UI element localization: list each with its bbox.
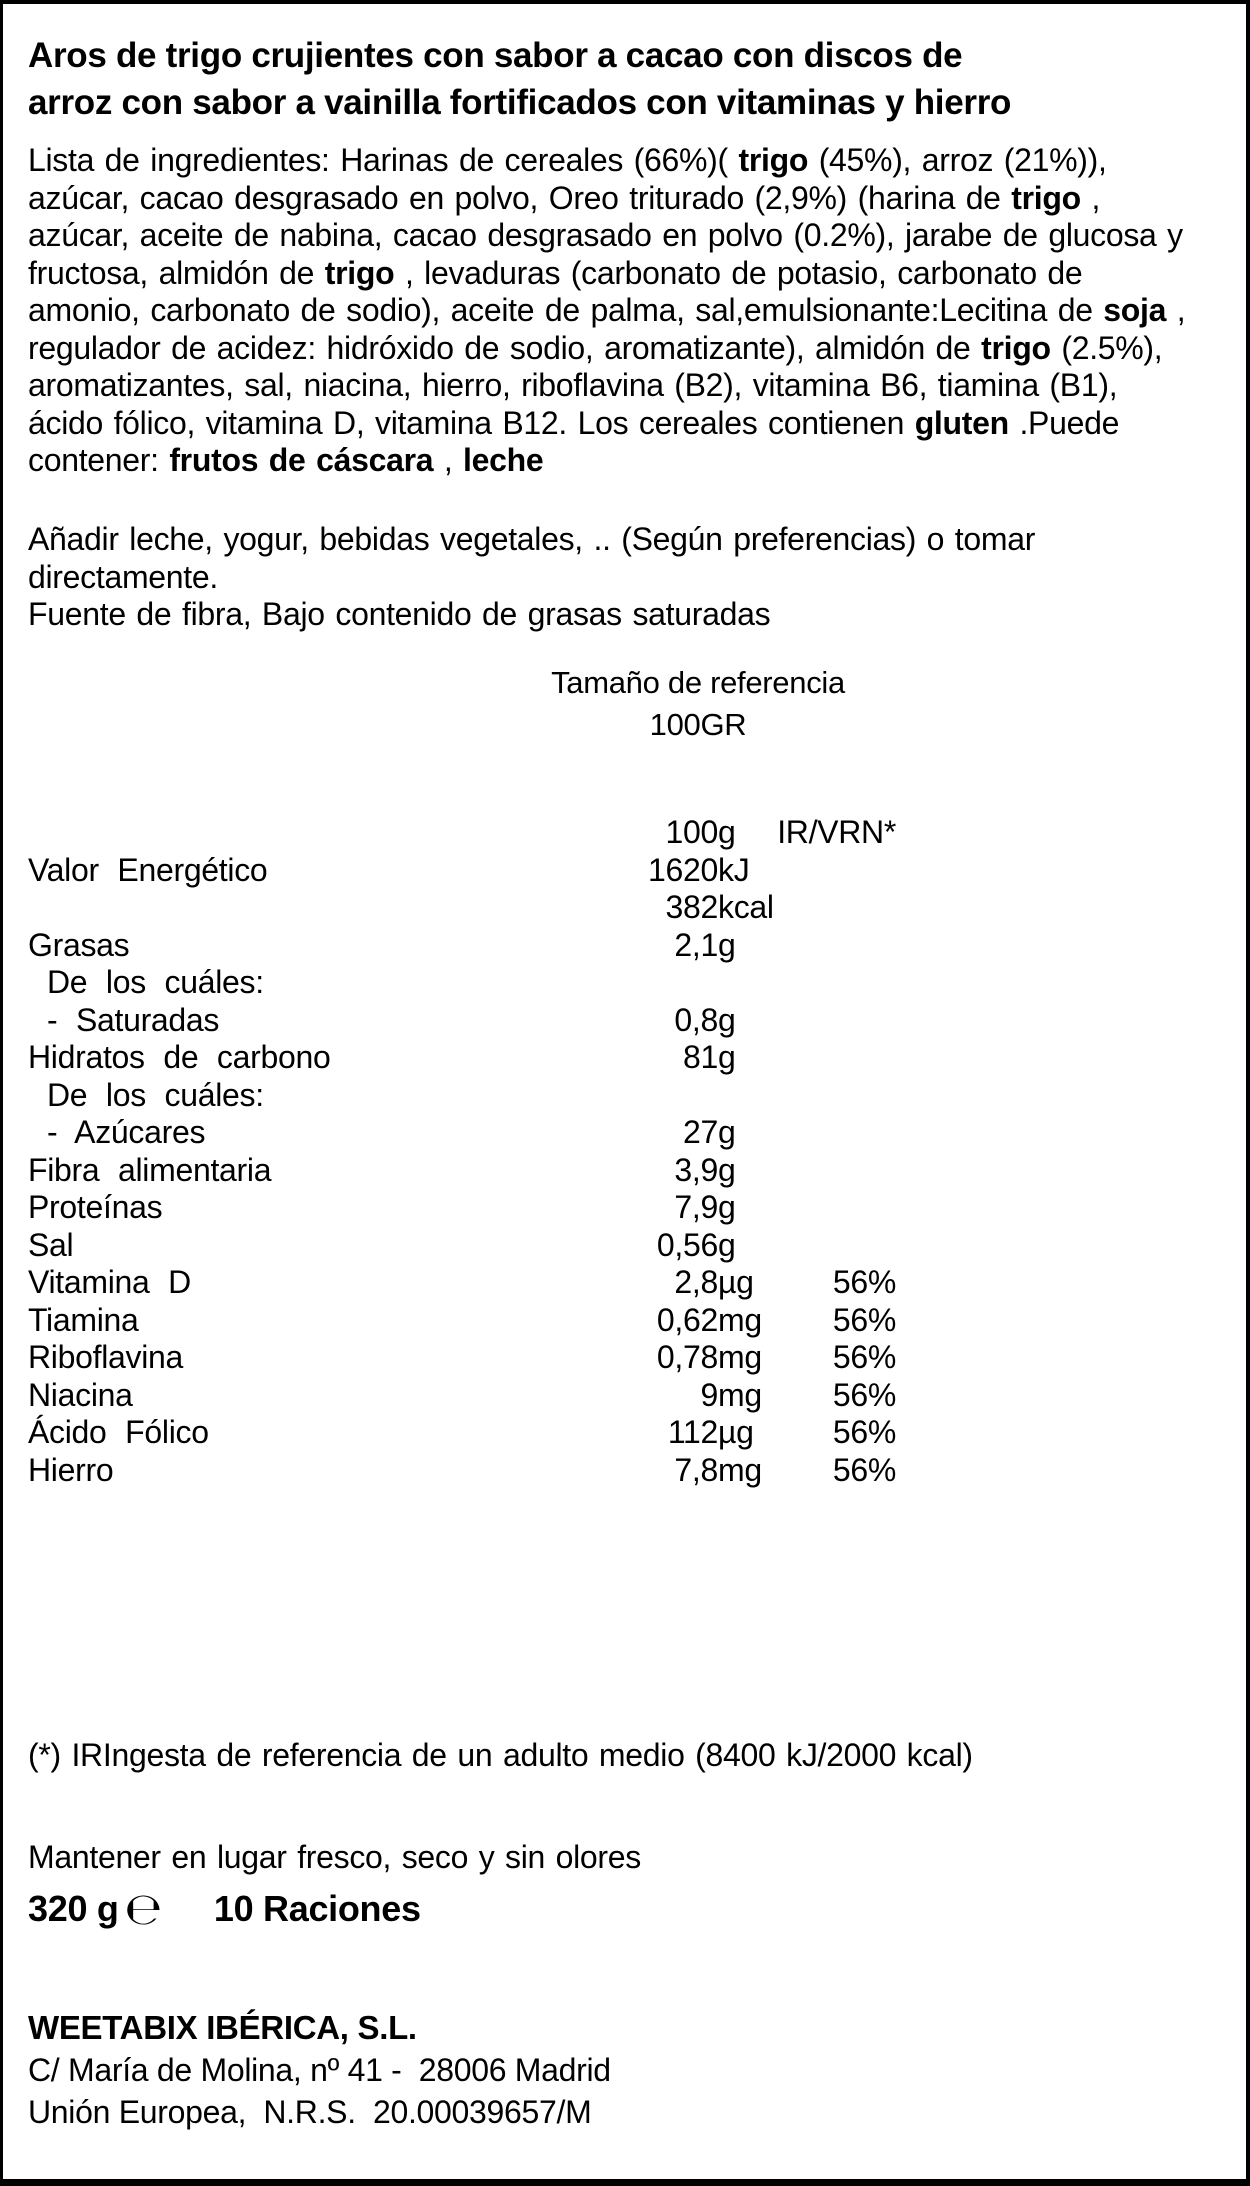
nutrient-label: Niacina [28, 1376, 133, 1413]
nutrient-rda [763, 852, 896, 890]
nutrition-row [28, 1339, 896, 1377]
pack-size-line [28, 1884, 1233, 1935]
manufacturer-name: WEETABIX IBÉRICA, S.L. [28, 2009, 417, 2046]
nutrient-value [628, 1077, 718, 1115]
nutrient-value: 112 [667, 1414, 718, 1450]
nutrition-row [28, 1264, 896, 1302]
nutrition-row [28, 1377, 896, 1415]
nutrient-label: De los cuáles: [47, 1076, 264, 1113]
nutrient-label: Hidratos de carbono [28, 1039, 331, 1075]
nutrient-rda: 56% [832, 1264, 896, 1300]
nutrition-row [28, 1152, 896, 1190]
nutrition-row [28, 1414, 896, 1452]
nutrition-header-spacer [28, 814, 628, 852]
nutrient-unit: g [718, 1039, 736, 1075]
nutrient-rda: 56% [832, 1414, 896, 1450]
reference-size-value: 100GR [649, 707, 747, 742]
nutrient-rda [763, 964, 896, 1002]
nutrient-label: - Azúcares [47, 1114, 206, 1150]
nutrient-value: 1620 [648, 851, 718, 888]
nutrient-value: 0,8 [674, 1001, 718, 1038]
nutrient-value: 27 [683, 1114, 718, 1150]
nutrient-unit: g [718, 1151, 736, 1188]
net-weight: 320 g [28, 1888, 119, 1929]
nutrient-value: 81 [683, 1039, 718, 1075]
rda-footnote: (*) IRIngesta de referencia de un adulto medio (8400 kJ/2000 kcal) [28, 1737, 973, 1773]
nutrition-row [28, 1039, 896, 1077]
nutrient-label: Grasas [28, 926, 130, 963]
nutrition-row [28, 1002, 896, 1040]
nutrient-rda: 56% [832, 1376, 896, 1413]
nutrition-row [28, 1077, 896, 1115]
nutrient-unit: mg [718, 1339, 762, 1375]
nutrient-label: De los cuáles: [47, 964, 264, 1000]
nutrient-rda [763, 1152, 896, 1190]
nutrition-table [28, 814, 896, 1489]
nutrient-unit: g [718, 926, 736, 963]
nutrient-value: 2,1 [674, 926, 718, 963]
nutrient-rda [763, 1227, 896, 1265]
nutrition-table-body [28, 814, 896, 1489]
manufacturer-block [28, 2007, 1233, 2133]
nutrient-rda [763, 1039, 896, 1077]
nutrient-rda: 56% [832, 1339, 896, 1375]
ingredients-paragraph: Lista de ingredientes: Harinas de cereales (66%)( trigo (45%), arroz (21%)), azúcar, cacao desgrasado en polvo, Oreo triturado (2,9%) (harina de trigo , azúcar, aceite de nabina, cacao desgrasado en polvo (0.2%), jarabe de glucosa y fructosa, almidón de trigo , levaduras (carbonato de potasio, carbonato de amonio, carbonato de sodio), aceite de palma, sal,emulsionante:Lecitina de soja , regulador de acidez: hidróxido de sodio, aromatizante), almidón de trigo (2.5%), aromatizantes, sal, niacina, hierro, riboflavina (B2), vitamina B6, tiamina (B1), ácido fólico, vitamina D, vitamina B12. Los cereales contienen gluten .Puede contener: frutos de cáscara , leche [28, 142, 1186, 478]
nutrient-rda [763, 1114, 896, 1152]
nutrient-unit: g [718, 1001, 736, 1038]
nutrition-row [28, 889, 896, 927]
nutrient-label: Riboflavina [28, 1339, 184, 1375]
nutrient-unit: kcal [718, 889, 774, 925]
nutrient-value: 0,62 [656, 1301, 718, 1338]
nutrient-unit [718, 1077, 763, 1115]
product-title: Aros de trigo crujientes con sabor a cacao con discos de arroz con sabor a vainilla fortificados con vitaminas y hierro [28, 36, 1012, 123]
usage-instructions: Añadir leche, yogur, bebidas vegetales, .. (Según preferencias) o tomar directamente. [28, 521, 1036, 595]
nutrient-value: 0,78 [656, 1339, 718, 1375]
nutrient-label: Proteínas [28, 1189, 163, 1225]
nutrient-unit: µg [718, 1264, 754, 1300]
nutrient-value: 9 [700, 1376, 718, 1413]
nutrition-header-row [28, 814, 896, 852]
nutrient-unit: kJ [718, 851, 750, 888]
nutrition-row [28, 927, 896, 965]
nutrient-label: Fibra alimentaria [28, 1151, 272, 1188]
nutrition-row [28, 1227, 896, 1265]
nutrient-label: Hierro [28, 1451, 114, 1488]
nutrition-row [28, 1114, 896, 1152]
nutrient-label: - Saturadas [47, 1001, 220, 1038]
nutrient-label: Ácido Fólico [28, 1414, 209, 1450]
nutrient-label: Sal [28, 1226, 74, 1263]
nutrient-value: 382 [665, 889, 718, 925]
nutrient-label: Tiamina [28, 1301, 139, 1338]
nutrient-label [28, 889, 628, 927]
reference-size-block [298, 662, 1098, 746]
nutrient-rda [763, 1077, 896, 1115]
nutrient-unit: mg [718, 1451, 762, 1488]
nutrient-rda: 56% [832, 1301, 896, 1338]
nutrient-unit: g [718, 1114, 736, 1150]
nutrient-unit [718, 964, 763, 1002]
nutrient-value: 2,8 [674, 1264, 718, 1300]
nutrient-value: 3,9 [674, 1151, 718, 1188]
reference-size-label: Tamaño de referencia [551, 665, 845, 700]
nutrient-value: 7,9 [674, 1189, 718, 1225]
nutrient-unit: g [718, 1226, 736, 1263]
nutrient-label: Valor Energético [28, 851, 268, 888]
estimated-sign-icon: ℮ [124, 1884, 162, 1935]
rda-header: IR/VRN* [777, 814, 896, 850]
nutrient-value: 0,56 [656, 1226, 718, 1263]
nutrient-value: 7,8 [674, 1451, 718, 1488]
nutrition-claims: Fuente de fibra, Bajo contenido de grasas saturadas [28, 596, 771, 632]
nutrient-rda [763, 889, 896, 927]
nutrition-row [28, 1452, 896, 1490]
per-amount-header: 100 [665, 814, 718, 850]
nutrient-unit: µg [718, 1414, 754, 1450]
storage-instructions: Mantener en lugar fresco, seco y sin olores [28, 1839, 641, 1875]
servings-count: 10 Raciones [213, 1888, 421, 1929]
nutrition-row [28, 1302, 896, 1340]
nutrient-rda [763, 1189, 896, 1227]
nutrient-value [628, 964, 718, 1002]
per-amount-unit-header: g [718, 814, 736, 850]
nutrition-row [28, 852, 896, 890]
nutrient-unit: g [718, 1189, 736, 1225]
nutrient-label: Vitamina D [28, 1264, 191, 1300]
nutrition-row [28, 1189, 896, 1227]
nutrient-rda [763, 927, 896, 965]
manufacturer-address: C/ María de Molina, nº 41 - 28006 Madrid [28, 2052, 611, 2088]
nutrient-rda [763, 1002, 896, 1040]
manufacturer-registration: Unión Europea, N.R.S. 20.00039657/M [28, 2094, 592, 2130]
nutrient-rda: 56% [832, 1451, 896, 1488]
nutrient-unit: mg [718, 1301, 762, 1338]
nutrition-row [28, 964, 896, 1002]
nutrient-unit: mg [718, 1376, 762, 1413]
